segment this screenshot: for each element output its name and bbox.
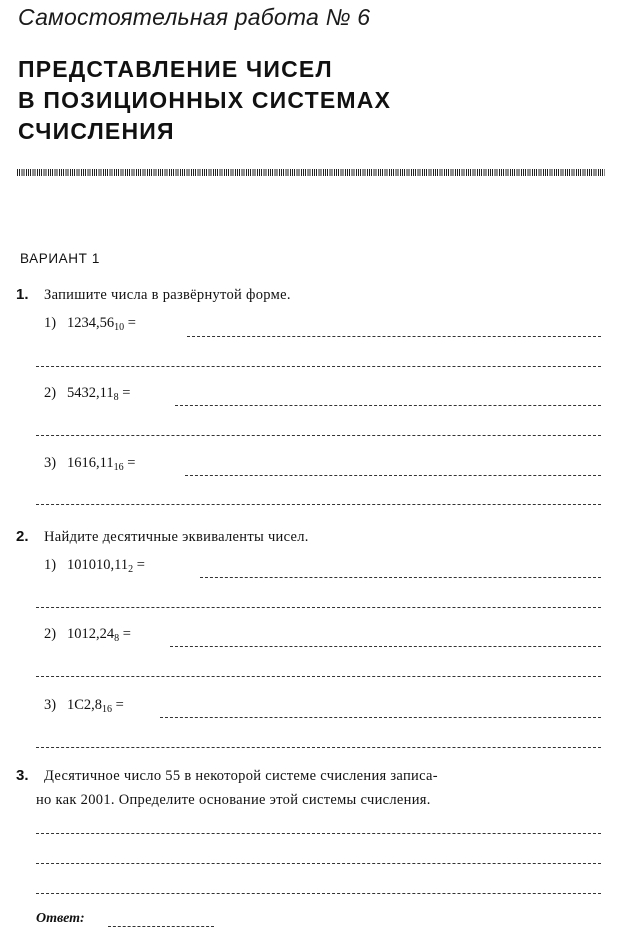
- answer-line[interactable]: [36, 676, 601, 677]
- answer-line[interactable]: [170, 646, 601, 647]
- task-number: 2.: [16, 528, 29, 545]
- title-line: СЧИСЛЕНИЯ: [18, 118, 175, 144]
- worksheet-subtitle: Самостоятельная работа № 6: [18, 4, 371, 30]
- answer-line[interactable]: [36, 504, 601, 505]
- answer-line[interactable]: [36, 747, 601, 748]
- task-item: [44, 385, 130, 403]
- equals-sign: =: [122, 626, 131, 642]
- task-text: но как 2001. Определите основание этой системы счисления.: [36, 792, 431, 808]
- answer-line[interactable]: [36, 607, 601, 608]
- answer-line[interactable]: [175, 405, 601, 406]
- item-label: 1): [44, 315, 57, 331]
- task-item: [44, 626, 131, 644]
- task-number: 1.: [16, 286, 29, 303]
- item-base: 16: [102, 704, 113, 715]
- task-item: [44, 455, 135, 473]
- answer-line[interactable]: [36, 435, 601, 436]
- equals-sign: =: [122, 385, 131, 401]
- item-base: 8: [114, 633, 120, 644]
- title-line: В ПОЗИЦИОННЫХ СИСТЕМАХ: [18, 87, 392, 113]
- answer-line[interactable]: [36, 863, 601, 864]
- item-number: 1616,11: [67, 455, 114, 471]
- worksheet-title: [18, 54, 391, 147]
- item-label: 3): [44, 697, 57, 713]
- answer-line[interactable]: [36, 833, 601, 834]
- item-number: 1012,24: [67, 626, 115, 642]
- equals-sign: =: [127, 455, 136, 471]
- task-item: [44, 697, 124, 715]
- task-text: Найдите десятичные эквиваленты чисел.: [44, 529, 309, 545]
- item-base: 16: [113, 462, 124, 473]
- item-base: 10: [114, 322, 125, 333]
- answer-line[interactable]: [187, 336, 601, 337]
- answer-line[interactable]: [160, 717, 601, 718]
- item-base: 2: [128, 564, 134, 575]
- title-line: ПРЕДСТАВЛЕНИЕ ЧИСЕЛ: [18, 56, 333, 82]
- answer-line[interactable]: [36, 893, 601, 894]
- variant-heading: ВАРИАНТ 1: [20, 251, 100, 266]
- task-item: [44, 315, 136, 333]
- item-number: 1234,56: [67, 315, 115, 331]
- task-number: 3.: [16, 767, 29, 784]
- answer-field[interactable]: [108, 926, 214, 927]
- item-number: 101010,11: [67, 557, 129, 573]
- equals-sign: =: [115, 697, 124, 713]
- item-number: 1C2,8: [67, 697, 103, 713]
- equals-sign: =: [127, 315, 136, 331]
- hatched-divider: [17, 169, 605, 176]
- task-text: Запишите числа в развёрнутой форме.: [44, 287, 291, 303]
- answer-line[interactable]: [36, 366, 601, 367]
- item-label: 3): [44, 455, 57, 471]
- item-label: 2): [44, 626, 57, 642]
- answer-label: Ответ:: [36, 911, 85, 926]
- answer-line[interactable]: [185, 475, 601, 476]
- item-label: 2): [44, 385, 57, 401]
- item-number: 5432,11: [67, 385, 114, 401]
- task-text: Десятичное число 55 в некоторой системе счисления записа-: [44, 768, 438, 784]
- equals-sign: =: [136, 557, 145, 573]
- task-item: [44, 557, 145, 575]
- item-label: 1): [44, 557, 57, 573]
- item-base: 8: [113, 392, 119, 403]
- answer-line[interactable]: [200, 577, 601, 578]
